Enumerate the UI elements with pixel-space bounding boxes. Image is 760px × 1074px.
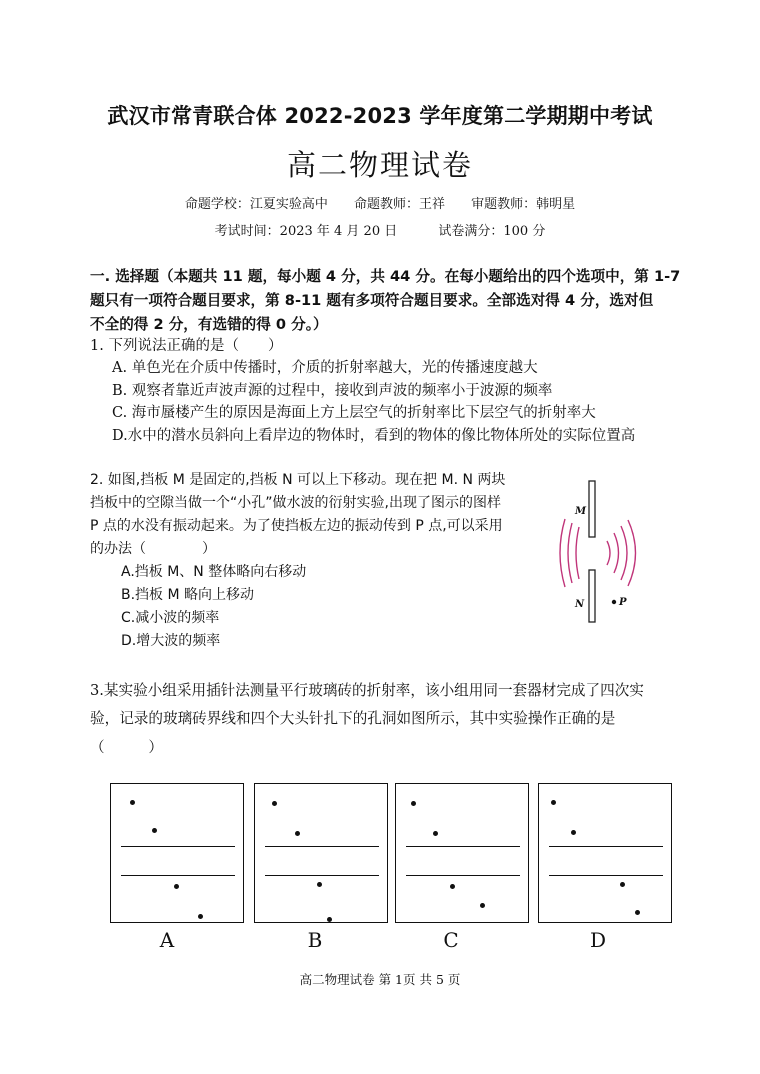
proposer-label: 命题教师：王祥 <box>353 197 445 212</box>
q1-stem: 1. 下列说法正确的是（ ） <box>90 338 283 354</box>
q2-stem-line-3: P 点的水没有振动起来。为了使挡板左边的振动传到 P 点,可以采用 <box>90 518 503 534</box>
exam-time-label: 考试时间：2023 年 4 月 20 日 <box>214 224 398 239</box>
pin-hole <box>480 903 485 908</box>
author-info-line <box>0 193 760 212</box>
glass-boundary-lower <box>406 875 520 876</box>
pin-hole <box>411 801 416 806</box>
left-wave-fronts <box>560 519 579 587</box>
pin-hole <box>620 882 625 887</box>
label-n: N <box>575 599 585 610</box>
q1-option-c: C. 海市蜃楼产生的原因是海面上方上层空气的折射率比下层空气的折射率大 <box>112 405 596 421</box>
subject-title: 高二物理试卷 <box>286 148 473 182</box>
pin-hole <box>295 831 300 836</box>
glass-boundary-upper <box>549 846 663 847</box>
q2-option-b: B.挡板 M 略向上移动 <box>121 587 255 603</box>
glass-boundary-lower <box>121 875 235 876</box>
q3-label-a: A <box>159 928 175 952</box>
glass-boundary-upper <box>406 846 520 847</box>
label-p: P <box>619 597 627 608</box>
pin-hole <box>152 828 157 833</box>
glass-boundary-lower <box>265 875 379 876</box>
section-heading-line-3: 不全的得 2 分，有选错的得 0 分。） <box>90 316 328 333</box>
glass-boundary-upper <box>121 846 235 847</box>
right-wave-fronts <box>607 520 636 586</box>
barrier-m <box>589 481 595 537</box>
section-heading-line-2: 题只有一项符合题目要求，第 8-11 题有多项符合题目要求。全部选对得 4 分，选对但 <box>90 292 654 309</box>
q3-stem-line-1: 3.某实验小组采用插针法测量平行玻璃砖的折射率，该小组用同一套器材完成了四次实 <box>90 682 644 699</box>
point-p-dot <box>612 600 616 604</box>
pin-hole <box>327 917 332 922</box>
q3-box-d <box>538 783 672 923</box>
q3-label-d: D <box>589 928 607 952</box>
q2-stem-line-2: 挡板中的空隙当做一个“小孔”做水波的衍射实验,出现了图示的图样 <box>90 495 501 511</box>
glass-boundary-lower <box>549 875 663 876</box>
pin-hole <box>198 914 203 919</box>
reviewer-label: 审题教师：韩明星 <box>471 197 576 212</box>
label-m: M <box>575 506 587 517</box>
q2-option-d: D.增大波的频率 <box>121 633 221 649</box>
pin-hole <box>551 800 556 805</box>
page-footer: 高二物理试卷 第 1页 共 5 页 <box>299 972 461 987</box>
q3-box-c <box>395 783 529 923</box>
q3-box-b <box>254 783 388 923</box>
q1-option-a: A. 单色光在介质中传播时，介质的折射率越大，光的传播速度越大 <box>112 360 538 376</box>
full-score-label: 试卷满分：100 分 <box>438 224 546 239</box>
q1-option-b: B. 观察者靠近声波声源的过程中，接收到声波的频率小于波源的频率 <box>112 383 553 399</box>
exam-info-line <box>0 220 760 239</box>
pin-hole <box>317 882 322 887</box>
pin-hole <box>272 801 277 806</box>
q3-stem-line-2: 验，记录的玻璃砖界线和四个大头针扎下的孔洞如图所示，其中实验操作正确的是 <box>90 710 616 727</box>
exam-title: 武汉市常青联合体 2022-2023 学年度第二学期期中考试 <box>107 104 653 128</box>
pin-hole <box>433 831 438 836</box>
section-heading-line-1: 一. 选择题（本题共 11 题，每小题 4 分，共 44 分。在每小题给出的四个选项中，第 1-7 <box>90 268 681 285</box>
q2-wave-diffraction-figure <box>545 465 670 635</box>
q2-stem-line-1: 2. 如图,挡板 M 是固定的,挡板 N 可以上下移动。现在把 M. N 两块 <box>90 472 506 488</box>
q3-label-b: B <box>307 928 323 952</box>
pin-hole <box>174 884 179 889</box>
q2-option-c: C.减小波的频率 <box>121 610 220 626</box>
q3-label-c: C <box>443 928 459 952</box>
pin-hole <box>450 884 455 889</box>
q2-option-a: A.挡板 M、N 整体略向右移动 <box>121 564 307 580</box>
pin-hole <box>130 800 135 805</box>
glass-boundary-upper <box>265 846 379 847</box>
pin-hole <box>635 910 640 915</box>
barrier-n <box>589 570 595 622</box>
school-label: 命题学校：江夏实验高中 <box>184 197 328 212</box>
q3-box-a <box>110 783 244 923</box>
pin-hole <box>571 830 576 835</box>
q2-stem-line-4: 的办法（ ） <box>90 541 216 557</box>
q1-option-d: D.水中的潜水员斜向上看岸边的物体时，看到的物体的像比物体所处的实际位置高 <box>112 428 636 444</box>
q3-stem-line-3: （ ） <box>90 739 163 756</box>
